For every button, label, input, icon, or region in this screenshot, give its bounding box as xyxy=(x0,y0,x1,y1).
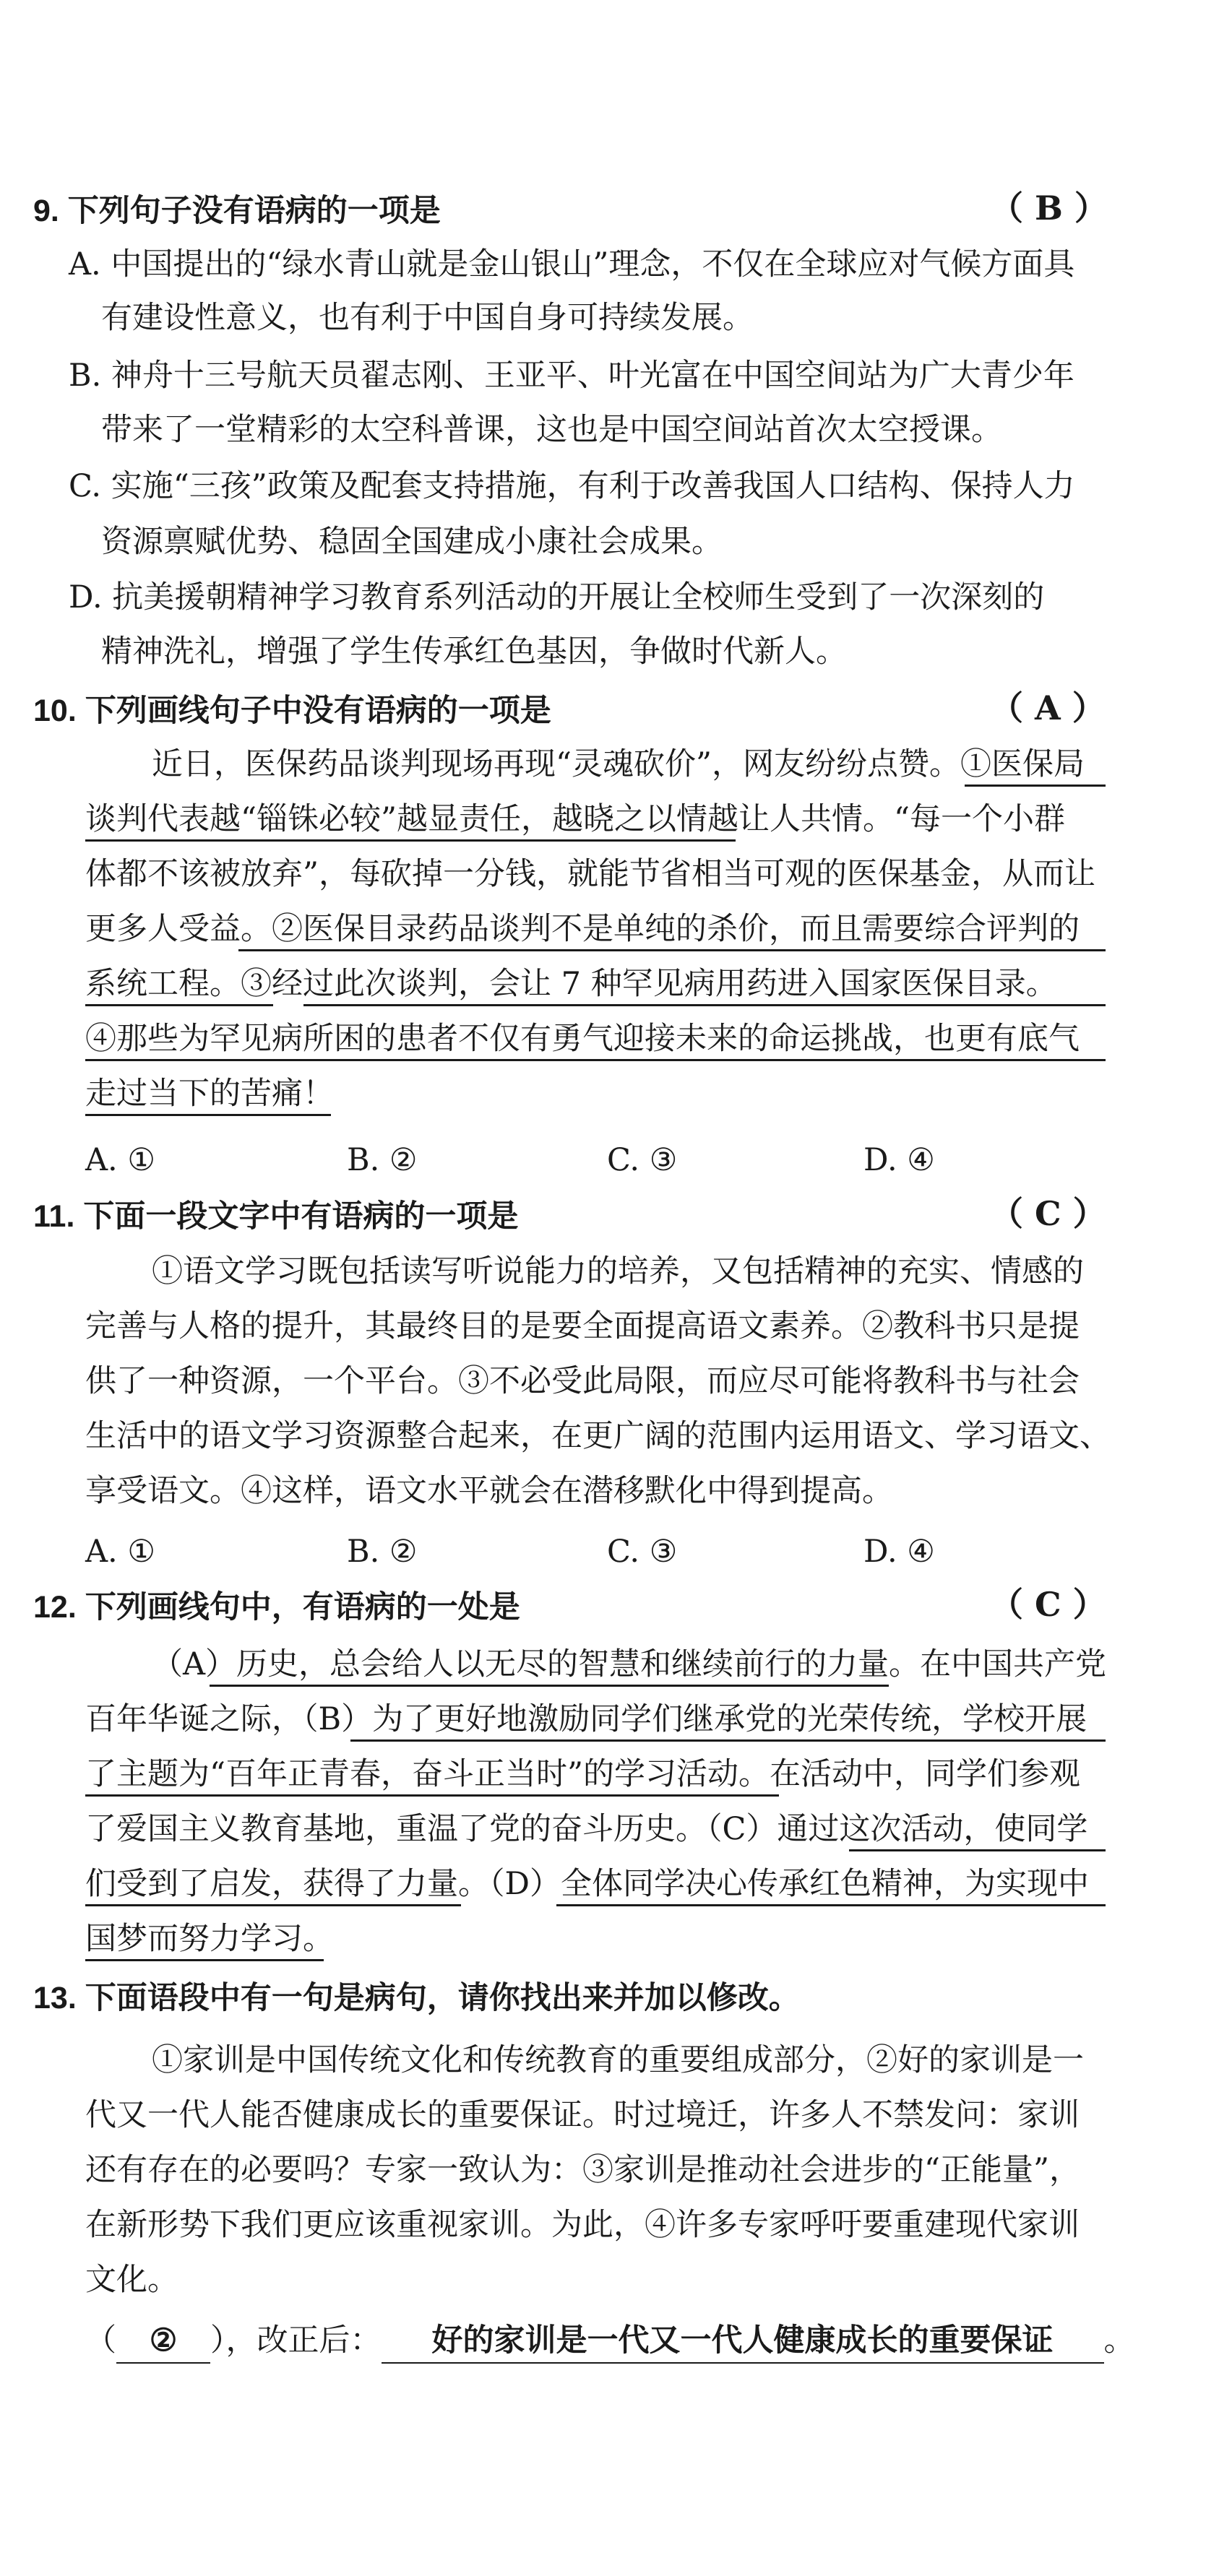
q9-option-d-line2: 精神洗礼，增强了学生传承红色基因，争做时代新人。 xyxy=(101,634,847,670)
q13-passage-line4: 在新形势下我们更应该重视家训。为此，④许多专家呼吁要重建现代家训 xyxy=(85,2207,1080,2243)
q10-passage-line3: 体都不该被放弃”，每砍掉一分钱，就能节省相当可观的医保基金，从而让 xyxy=(85,856,1095,892)
q12-passage-line2: 百年华诞之际，（B）为了更好地激励同学们继承党的光荣传统，学校开展 xyxy=(85,1701,1087,1737)
q10-passage-line7: 走过当下的苦痛！ xyxy=(85,1076,334,1112)
q9-stem: 9. 下列句子没有语病的一项是 xyxy=(33,194,441,228)
q9-option-a-line2: 有建设性意义，也有利于中国自身可持续发展。 xyxy=(101,300,754,336)
q12-passage-line6: 国梦而努力学习。 xyxy=(85,1921,334,1957)
q13-fill-end: 。 xyxy=(1103,2322,1135,2359)
q12-underline-d2 xyxy=(85,1959,324,1961)
q11-passage-line4: 生活中的语文学习资源整合起来，在更广阔的范围内运用语文、学习语文、 xyxy=(85,1418,1111,1454)
q12-underline-a xyxy=(210,1685,889,1687)
q10-choice-b: B. ② xyxy=(347,1142,418,1178)
q10-underline-3 xyxy=(303,1004,1106,1006)
q10-passage-line4: 更多人受益。②医保目录药品谈判不是单纯的杀价，而且需要综合评判的 xyxy=(85,911,1080,947)
q12-underline-b2 xyxy=(85,1794,779,1797)
q12-underline-c1 xyxy=(849,1849,1106,1851)
q12-underline-c2 xyxy=(85,1904,461,1906)
q12-underline-d1 xyxy=(556,1904,1106,1906)
q13-fill-label: ），改正后： xyxy=(210,2322,382,2359)
q11-passage-line5: 享受语文。④这样，语文水平就会在潜移默化中得到提高。 xyxy=(85,1473,893,1509)
q10-passage-line1: 近日，医保药品谈判现场再现“灵魂砍价”，网友纷纷点赞。①医保局 xyxy=(152,746,1085,782)
q13-passage-line3: 还有存在的必要吗？专家一致认为：③家训是推动社会进步的“正能量”， xyxy=(85,2152,1080,2188)
q10-answer: （ A ） xyxy=(990,688,1106,727)
q9-option-c-line2: 资源禀赋优势、稳固全国建成小康社会成果。 xyxy=(101,524,723,560)
q12-passage-line1: （A）历史，总会给人以无尽的智慧和继续前行的力量。在中国共产党 xyxy=(152,1646,1107,1682)
q10-passage-line5: 系统工程。③经过此次谈判，会让 7 种罕见病用药进入国家医保目录。 xyxy=(85,966,1057,1002)
q9-option-c-line1: C. 实施“三孩”政策及配套支持措施，有利于改善我国人口结构、保持人力 xyxy=(69,468,1075,504)
q11-passage-line1: ①语文学习既包括读写听说能力的培养，又包括精神的充实、情感的 xyxy=(152,1253,1084,1289)
q9-option-b-line2: 带来了一堂精彩的太空科普课，这也是中国空间站首次太空授课。 xyxy=(101,412,1002,448)
q12-passage-line3: 了主题为“百年正青春，奋斗正当时”的学习活动。在活动中，同学们参观 xyxy=(85,1756,1080,1792)
q13-fill-answer[interactable]: 好的家训是一代又一代人健康成长的重要保证 xyxy=(382,2319,1104,2364)
q10-underline-2a xyxy=(238,949,1106,951)
q12-passage-line5: 们受到了启发，获得了力量。（D）全体同学决心传承红色精神，为实现中 xyxy=(85,1866,1089,1902)
q10-choice-c: C. ③ xyxy=(607,1142,678,1178)
q13-passage-line5: 文化。 xyxy=(85,2262,178,2298)
q12-stem: 12. 下列画线句中，有语病的一处是 xyxy=(33,1590,520,1625)
q13-fill-number[interactable]: ② xyxy=(116,2319,210,2364)
q10-passage-line2: 谈判代表越“锱铢必较”越显责任，越晓之以情越让人共情。“每一个小群 xyxy=(85,801,1065,837)
q10-underline-4a xyxy=(85,1059,1106,1061)
q9-option-a-line1: A. 中国提出的“绿水青山就是金山银山”理念，不仅在全球应对气候方面具 xyxy=(69,246,1075,282)
q12-underline-b1 xyxy=(350,1739,1106,1742)
q13-passage-line2: 代又一代人能否健康成长的重要保证。时过境迁，许多人不禁发问：家训 xyxy=(85,2097,1080,2133)
q10-stem: 10. 下列画线句子中没有语病的一项是 xyxy=(33,693,551,728)
q11-choice-b: B. ② xyxy=(347,1534,418,1570)
q10-passage-line6: ④那些为罕见病所困的患者不仅有勇气迎接未来的命运挑战，也更有底气 xyxy=(85,1021,1080,1057)
q11-answer: （ C ） xyxy=(990,1194,1106,1233)
q11-passage-line2: 完善与人格的提升，其最终目的是要全面提高语文素养。②教科书只是提 xyxy=(85,1308,1080,1344)
q11-passage-line3: 供了一种资源，一个平台。③不必受此局限，而应尽可能将教科书与社会 xyxy=(85,1363,1080,1399)
q10-underline-1a xyxy=(965,785,1106,787)
q10-underline-4b xyxy=(85,1114,331,1116)
q12-answer: （ C ） xyxy=(990,1585,1106,1624)
q10-choice-a: A. ① xyxy=(85,1142,155,1178)
q11-choice-a: A. ① xyxy=(85,1534,155,1570)
q12-passage-line4: 了爱国主义教育基地，重温了党的奋斗历史。（C）通过这次活动，使同学 xyxy=(85,1811,1088,1847)
q11-choice-d: D. ④ xyxy=(863,1534,935,1570)
q10-underline-2b xyxy=(85,1004,273,1006)
q10-underline-1b xyxy=(85,839,736,842)
q13-fill-open: （ xyxy=(85,2322,116,2359)
q13-stem: 13. 下面语段中有一句是病句，请你找出来并加以修改。 xyxy=(33,1981,800,2015)
q9-option-d-line1: D. 抗美援朝精神学习教育系列活动的开展让全校师生受到了一次深刻的 xyxy=(69,579,1045,615)
q10-choice-d: D. ④ xyxy=(863,1142,935,1178)
q13-fill-row xyxy=(85,2319,1135,2364)
q13-passage-line1: ①家训是中国传统文化和传统教育的重要组成部分，②好的家训是一 xyxy=(152,2042,1084,2078)
q11-choice-c: C. ③ xyxy=(607,1534,678,1570)
q11-stem: 11. 下面一段文字中有语病的一项是 xyxy=(33,1199,519,1234)
q9-option-b-line1: B. 神舟十三号航天员翟志刚、王亚平、叶光富在中国空间站为广大青少年 xyxy=(69,358,1074,394)
q9-answer: （ B ） xyxy=(990,189,1108,228)
